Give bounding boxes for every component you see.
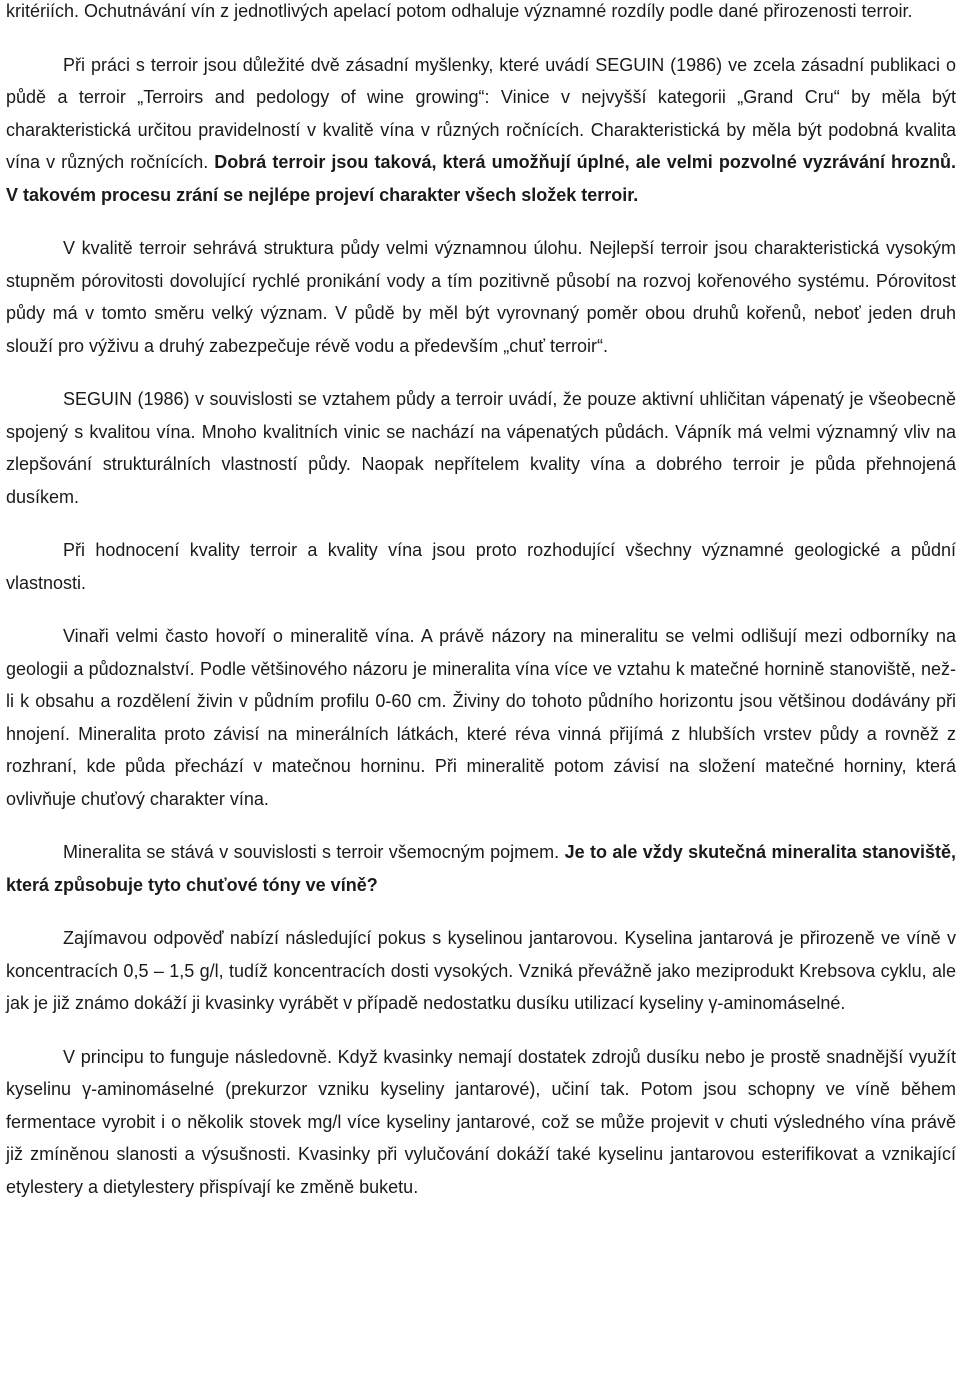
paragraph bbox=[6, 232, 956, 362]
paragraph-text: Vinaři velmi často hovoří o mineralitě vína. A právě názory na mineralitu se velmi odlišují mezi odborníky na geologii a půdoznalství. Podle většinového názoru je mineralita vína více ve vztahu k matečné hornině stanoviště, než-li k obsahu a rozdělení živin v půdním profilu 0-60 cm. Živiny do tohoto půdního horizontu jsou většinou dodávány při hnojení. Mineralita proto závisí na minerálních látkách, které réva vinná přijímá z hlubších vrstev půdy a rovněž z rozhraní, kde půda přechází v matečnou horninu. Při mineralitě potom závisí na složení matečné horniny, která ovlivňuje chuťový charakter vína. bbox=[6, 626, 956, 809]
paragraph bbox=[6, 620, 956, 815]
paragraph-text: SEGUIN (1986) v souvislosti se vztahem půdy a terroir uvádí, že pouze aktivní uhličitan vápenatý je všeobecně spojený s kvalitou vína. Mnoho kvalitních vinic se nachází na vápenatých půdách. Vápník má velmi významný vliv na zlepšování strukturálních vlastností půdy. Naopak nepřítelem kvality vína a dobrého terroir je půda přehnojená dusíkem. bbox=[6, 389, 956, 507]
paragraph-text: Zajímavou odpověď nabízí následující pokus s kyselinou jantarovou. Kyselina jantarová je přirozeně ve víně v koncentracích 0,5 – 1,5 g/l, tudíž koncentracích dosti vysokých. Vzniká převážně jako meziprodukt Krebsova cyklu, ale jak je již známo dokáží ji kvasinky vyrábět v případě nedostatku dusíku utilizací kyseliny γ-aminomáselné. bbox=[6, 928, 956, 1013]
paragraph-text: kritériích. Ochutnávání vín z jednotlivých apelací potom odhaluje významné rozdíly podle dané přirozenosti terroir. bbox=[6, 1, 913, 21]
bold-text: Je to ale vždy skutečná mineralita stanoviště, která způsobuje tyto chuťové tóny ve víně? bbox=[6, 842, 956, 895]
paragraph bbox=[6, 1041, 956, 1204]
paragraph-text: Při hodnocení kvality terroir a kvality vína jsou proto rozhodující všechny významné geologické a půdní vlastnosti. bbox=[6, 540, 956, 593]
paragraph-text: Mineralita se stává v souvislosti s terroir všemocným pojmem. bbox=[63, 842, 565, 862]
paragraph bbox=[6, 0, 956, 28]
paragraph bbox=[6, 922, 956, 1020]
paragraph-text: Při práci s terroir jsou důležité dvě zásadní myšlenky, které uvádí SEGUIN (1986) ve zcela zásadní publikaci o půdě a terroir „Terroirs and pedology of wine growing“: Vinice v nejvyšší kategorii „Grand Cru“ by měla být charakteristická určitou pravidelností v kvalitě vína v různých ročnících. Charakteristická by měla být podobná kvalita vína v různých ročnících. bbox=[6, 54, 956, 172]
paragraph-text: V principu to funguje následovně. Když kvasinky nemají dostatek zdrojů dusíku nebo je prostě snadnější využít kyselinu γ-aminomáselné (prekurzor vzniku kyseliny jantarové), učiní tak. Potom jsou schopny ve víně během fermentace vyrobit i o několik stovek mg/l více kyseliny jantarové, což se může projevit v chuti výsledného vína právě již zmíněnou slanosti a výsušnosti. Kvasinky při vylučování dokáží také kyselinu jantarovou esterifikovat a vznikající etylestery a dietylestery přispívají ke změně buketu. bbox=[6, 1046, 956, 1197]
paragraph bbox=[6, 836, 956, 901]
document-body bbox=[6, 0, 956, 1203]
paragraph bbox=[6, 49, 956, 212]
paragraph bbox=[6, 534, 956, 599]
paragraph-text: V kvalitě terroir sehrává struktura půdy velmi významnou úlohu. Nejlepší terroir jsou charakteristická vysokým stupněm pórovitosti dovolující rychlé pronikání vody a tím pozitivně působí na rozvoj kořenového systému. Pórovitost půdy má v tomto směru velký význam. V půdě by měl být vyrovnaný poměr obou druhů kořenů, neboť jeden druh slouží pro výživu a druhý zabezpečuje révě vodu a především „chuť terroir“. bbox=[6, 238, 956, 356]
bold-text: Dobrá terroir jsou taková, která umožňují úplné, ale velmi pozvolné vyzrávání hroznů. V takovém procesu zrání se nejlépe projeví charakter všech složek terroir. bbox=[6, 152, 956, 205]
paragraph bbox=[6, 383, 956, 513]
document-page bbox=[6, 0, 956, 1224]
